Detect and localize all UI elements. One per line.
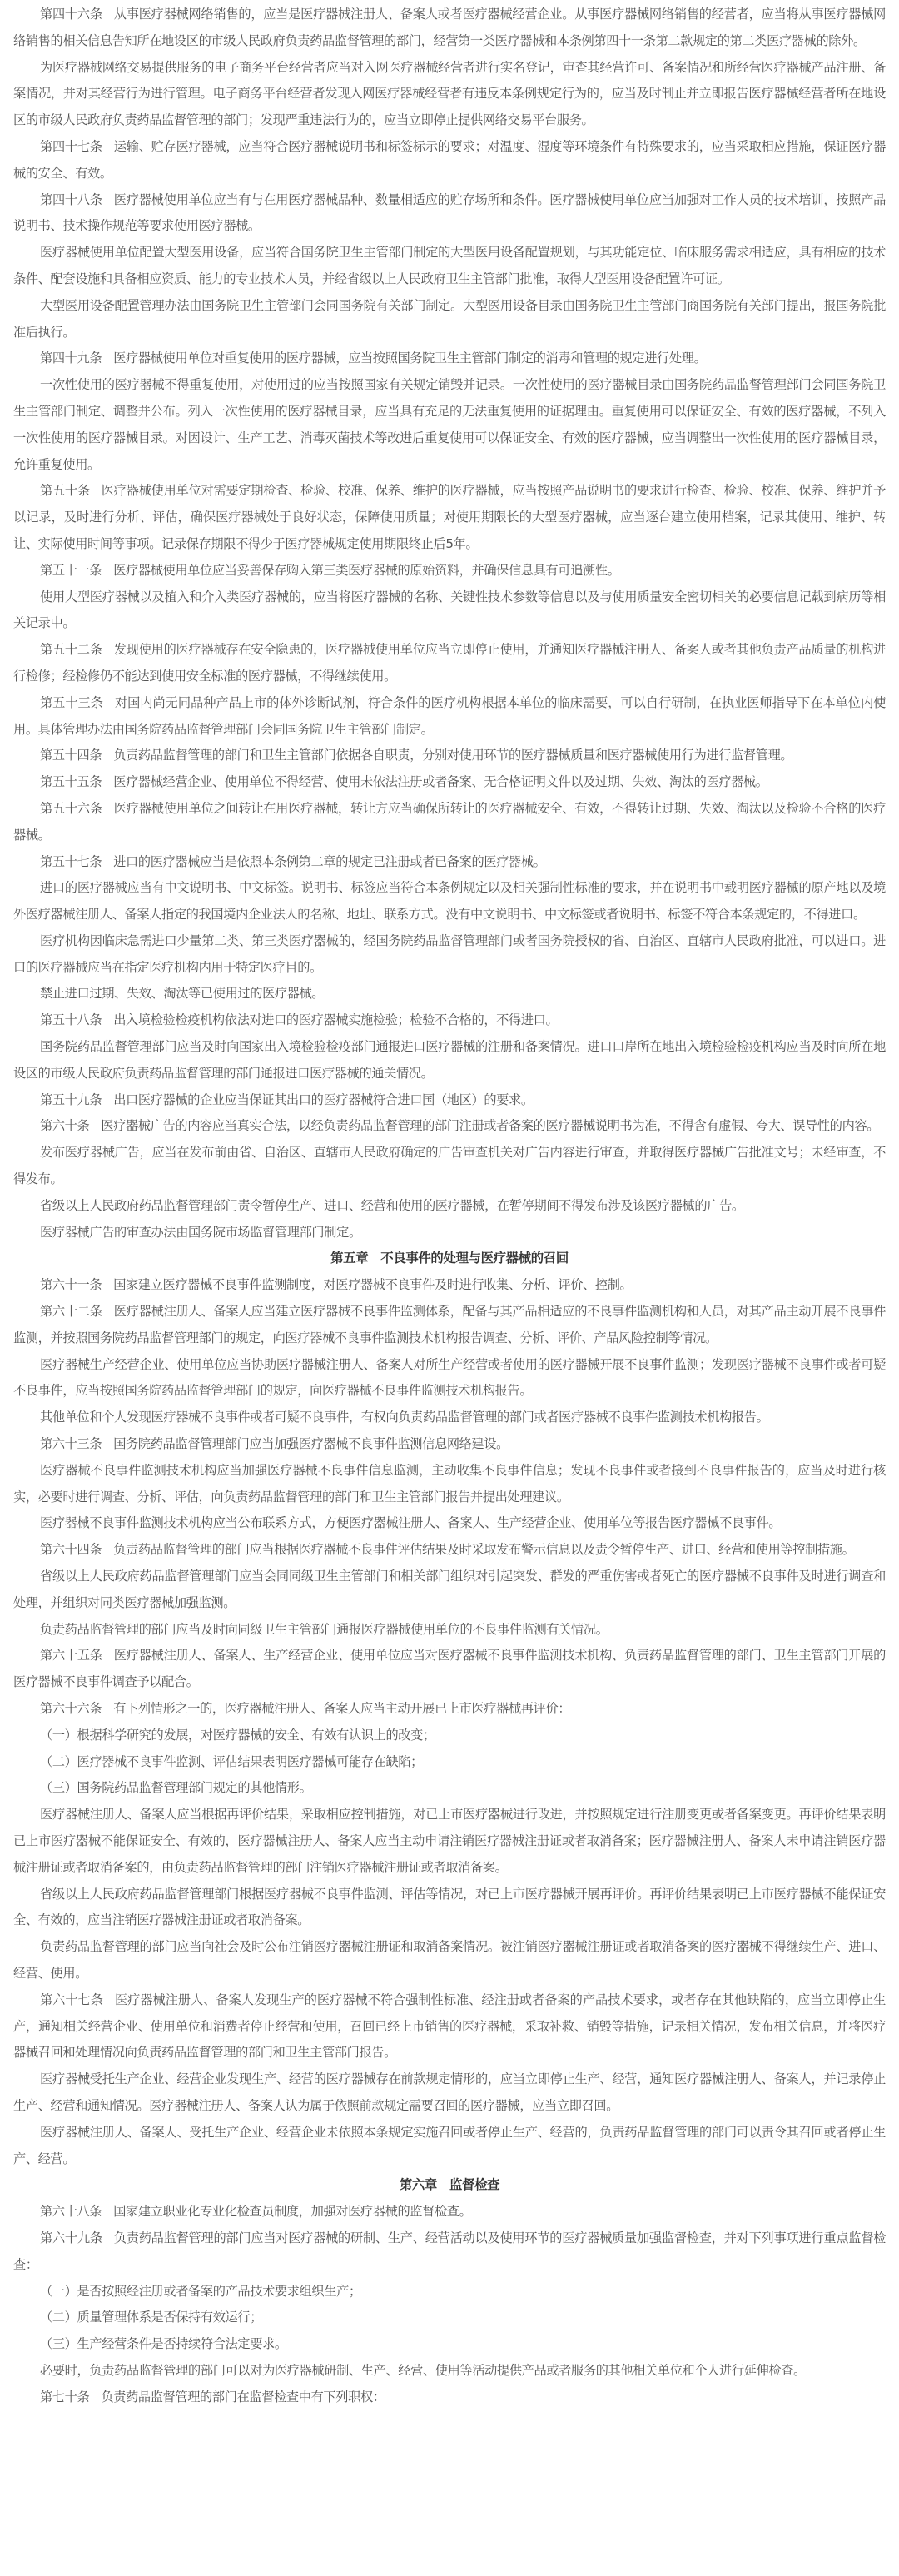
paragraph bbox=[13, 1537, 886, 1564]
paragraph bbox=[13, 1405, 886, 1431]
paragraph bbox=[13, 1643, 886, 1696]
paragraph-text: 国务院药品监督管理部门应当及时向国家出入境检验检疫部门通报进口医疗器械的注册和备案情况。进口口岸所在地出入境检验检疫机构应当及时向所在地设区的市级人民政府负责药品监督管理的部门通报进口医疗器械的通关情况。 bbox=[13, 1039, 886, 1081]
list-item bbox=[13, 1775, 886, 1802]
paragraph-text: 医疗器械使用单位对重复使用的医疗器械，应当按照国务院卫生主管部门制定的消毒和管理的规定进行处理。 bbox=[113, 351, 707, 366]
paragraph-text: 负责药品监督管理的部门应当及时向同级卫生主管部门通报医疗器械使用单位的不良事件监测有关情况。 bbox=[40, 1621, 608, 1637]
list-item bbox=[13, 2331, 886, 2358]
paragraph bbox=[13, 2066, 886, 2120]
paragraph bbox=[13, 769, 886, 796]
paragraph bbox=[13, 1193, 886, 1220]
paragraph-text: 负责药品监督管理的部门应当向社会及时公布注销医疗器械注册证和取消备案情况。被注销医疗器械注册证或者取消备案的医疗器械不得继续生产、进口、经营、使用。 bbox=[13, 1939, 886, 1981]
paragraph bbox=[13, 1140, 886, 1193]
paragraph-text: 医疗器械注册人、备案人应当根据再评价结果，采取相应控制措施，对已上市医疗器械进行改进，并按照规定进行注册变更或者备案变更。再评价结果表明已上市医疗器械不能保证安全、有效的，医疗器械注册人、备案人应当主动申请注销医疗器械注册证或者取消备案；医疗器械注册人、备案人未申请注销医疗器械注册证或者取消备案的，由负责药品监督管理的部门注销医疗器械注册证或者取消备案。 bbox=[13, 1807, 886, 1875]
paragraph-text: 国家建立医疗器械不良事件监测制度，对医疗器械不良事件及时进行收集、分析、评价、控制。 bbox=[113, 1277, 633, 1293]
article-number: 第五十三条 bbox=[40, 694, 103, 710]
article-number: 第六十三条 bbox=[40, 1436, 102, 1452]
paragraph bbox=[13, 875, 886, 928]
paragraph-text: 负责药品监督管理的部门在监督检查中有下列职权： bbox=[101, 2389, 385, 2404]
paragraph-text: 大型医用设备配置管理办法由国务院卫生主管部门会同国务院有关部门制定。大型医用设备目录由国务院卫生主管部门商国务院有关部门提出，报国务院批准后执行。 bbox=[13, 297, 886, 340]
paragraph bbox=[13, 1934, 886, 1987]
paragraph-text: 发布医疗器械广告，应当在发布前由省、自治区、直辖市人民政府确定的广告审查机关对广告内容进行审查，并取得医疗器械广告批准文号；未经审查，不得发布。 bbox=[13, 1145, 886, 1187]
article-number: 第六十九条 bbox=[40, 2230, 102, 2245]
article-number: 第六十条 bbox=[40, 1118, 90, 1134]
paragraph bbox=[13, 240, 886, 293]
paragraph-text: 运输、贮存医疗器械，应当符合医疗器械说明书和标签标示的要求；对温度、湿度等环境条件有特殊要求的，应当采取相应措施，保证医疗器械的安全、有效。 bbox=[13, 138, 886, 181]
paragraph-text: 进口的医疗器械应当有中文说明书、中文标签。说明书、标签应当符合本条例规定以及相关强制性标准的要求，并在说明书中载明医疗器械的原产地以及境外医疗器械注册人、备案人指定的我国境内企业法人的名称、地址、联系方式。没有中文说明书、中文标签或者说明书、标签不符合本条规定的，不得进口。 bbox=[13, 880, 886, 922]
paragraph bbox=[13, 346, 886, 372]
paragraph-text: 医疗器械注册人、备案人发现生产的医疗器械不符合强制性标准、经注册或者备案的产品技术要求，或者存在其他缺陷的，应当立即停止生产，通知相关经营企业、使用单位和消费者停止经营和使用，召回已经上市销售的医疗器械，采取补救、销毁等措施，记录相关情况，发布相关信息，并将医疗器械召回和处理情况向负责药品监督管理的部门和卫生主管部门报告。 bbox=[13, 1992, 886, 2061]
paragraph bbox=[13, 1431, 886, 1458]
article-number: 第六十六条 bbox=[40, 1701, 102, 1716]
paragraph-text: 国务院药品监督管理部门应当加强医疗器械不良事件监测信息网络建设。 bbox=[113, 1436, 509, 1452]
paragraph bbox=[13, 1352, 886, 1405]
paragraph bbox=[13, 849, 886, 876]
paragraph-text: 一次性使用的医疗器械不得重复使用，对使用过的应当按照国家有关规定销毁并记录。一次性使用的医疗器械目录由国务院药品监督管理部门会同国务院卫生主管部门制定、调整并公布。列入一次性使用的医疗器械目录，应当具有充足的无法重复使用的证据理由。重复使用可以保证安全、有效的医疗器械，不列入一次性使用的医疗器械目录。对因设计、生产工艺、消毒灭菌技术等改进后重复使用可以保证安全、有效的医疗器械，应当调整出一次性使用的医疗器械目录，允许重复使用。 bbox=[13, 377, 886, 472]
paragraph-text: 医疗器械使用单位应当妥善保存购入第三类医疗器械的原始资料，并确保信息具有可追溯性。 bbox=[113, 562, 620, 578]
paragraph-text: 必要时，负责药品监督管理的部门可以对为医疗器械研制、生产、经营、使用等活动提供产品或者服务的其他相关单位和个人进行延伸检查。 bbox=[40, 2362, 806, 2378]
article-number: 第五十八条 bbox=[40, 1012, 102, 1028]
paragraph-text: 医疗器械注册人、备案人应当建立医疗器械不良事件监测体系，配备与其产品相适应的不良事件监测机构和人员，对其产品主动开展不良事件监测，并按照国务院药品监督管理部门的规定，向医疗器械不良事件监测技术机构报告调查、分析、评价、产品风险控制等情况。 bbox=[13, 1304, 886, 1345]
paragraph bbox=[13, 1087, 886, 1114]
paragraph bbox=[13, 637, 886, 690]
paragraph-text: 其他单位和个人发现医疗器械不良事件或者可疑不良事件，有权向负责药品监督管理的部门或者医疗器械不良事件监测技术机构报告。 bbox=[40, 1410, 769, 1425]
paragraph-text: 医疗器械生产经营企业、使用单位应当协助医疗器械注册人、备案人对所生产经营或者使用的医疗器械开展不良事件监测；发现医疗器械不良事件或者可疑不良事件，应当按照国务院药品监督管理部门的规定，向医疗器械不良事件监测技术机构报告。 bbox=[13, 1356, 886, 1399]
paragraph bbox=[13, 2199, 886, 2225]
paragraph-text: 医疗器械广告的审查办法由国务院市场监督管理部门制定。 bbox=[40, 1224, 361, 1240]
paragraph bbox=[13, 2225, 886, 2279]
paragraph bbox=[13, 1220, 886, 1246]
paragraph bbox=[13, 478, 886, 557]
paragraph-text: （一）是否按照经注册或者备案的产品技术要求组织生产； bbox=[40, 2283, 361, 2299]
paragraph-text: 从事医疗器械网络销售的，应当是医疗器械注册人、备案人或者医疗器械经营企业。从事医疗器械网络销售的经营者，应当将从事医疗器械网络销售的相关信息告知所在地设区的市级人民政府负责药品监督管理的部门，经营第一类医疗器械和本条例第四十一条第二款规定的第二类医疗器械的除外。 bbox=[13, 7, 886, 48]
paragraph bbox=[13, 293, 886, 346]
paragraph-text: 使用大型医疗器械以及植入和介入类医疗器械的，应当将医疗器械的名称、关键性技术参数等信息以及与使用质量安全密切相关的必要信息记载到病历等相关记录中。 bbox=[13, 589, 886, 631]
paragraph bbox=[13, 1696, 886, 1723]
paragraph-text: 医疗机构因临床急需进口少量第二类、第三类医疗器械的，经国务院药品监督管理部门或者国务院授权的省、自治区、直辖市人民政府批准，可以进口。进口的医疗器械应当在指定医疗机构内用于特定医疗目的。 bbox=[13, 932, 886, 975]
article-number: 第五十一条 bbox=[40, 562, 102, 578]
paragraph bbox=[13, 2358, 886, 2385]
paragraph bbox=[13, 558, 886, 584]
paragraph-text: 医疗器械使用单位对需要定期检查、检验、校准、保养、维护的医疗器械，应当按照产品说明书的要求进行检查、检验、校准、保养、维护并予以记录，及时进行分析、评估，确保医疗器械处于良好状态，保障使用质量；对使用期限长的大型医疗器械，应当逐台建立使用档案，记录其使用、维护、转让、实际使用时间等事项。记录保存期限不得少于医疗器械规定使用期限终止后5年。 bbox=[13, 483, 886, 551]
paragraph bbox=[13, 55, 886, 134]
paragraph-text: 对国内尚无同品种产品上市的体外诊断试剂，符合条件的医疗机构根据本单位的临床需要，可以自行研制，在执业医师指导下在本单位内使用。具体管理办法由国务院药品监督管理部门会同国务院卫生主管部门制定。 bbox=[13, 694, 886, 737]
paragraph-text: （二）质量管理体系是否保持有效运行； bbox=[40, 2310, 263, 2325]
article-number: 第五十四条 bbox=[40, 748, 102, 763]
paragraph bbox=[13, 2120, 886, 2173]
article-number: 第七十条 bbox=[40, 2389, 90, 2404]
list-item bbox=[13, 1723, 886, 1749]
paragraph bbox=[13, 2, 886, 55]
paragraph-text: 出口医疗器械的企业应当保证其出口的医疗器械符合进口国（地区）的要求。 bbox=[113, 1092, 534, 1107]
paragraph bbox=[13, 1564, 886, 1617]
article-number: 第六十二条 bbox=[40, 1304, 102, 1320]
list-item bbox=[13, 1749, 886, 1776]
paragraph bbox=[13, 187, 886, 241]
article-number: 第五十五条 bbox=[40, 774, 102, 790]
paragraph bbox=[13, 796, 886, 849]
paragraph bbox=[13, 1882, 886, 1935]
article-number: 第五十二条 bbox=[40, 642, 102, 658]
paragraph bbox=[13, 690, 886, 743]
article-number: 第四十八条 bbox=[40, 191, 102, 207]
paragraph-text: 医疗器械使用单位配置大型医用设备，应当符合国务院卫生主管部门制定的大型医用设备配置规划，与其功能定位、临床服务需求相适应，具有相应的技术条件、配套设施和具备相应资质、能力的专业技术人员，并经省级以上人民政府卫生主管部门批准，取得大型医用设备配置许可证。 bbox=[13, 245, 886, 286]
paragraph-text: 发现使用的医疗器械存在安全隐患的，医疗器械使用单位应当立即停止使用，并通知医疗器械注册人、备案人或者其他负责产品质量的机构进行检修；经检修仍不能达到使用安全标准的医疗器械，不得继续使用。 bbox=[13, 642, 886, 684]
paragraph bbox=[13, 1007, 886, 1034]
paragraph bbox=[13, 1034, 886, 1087]
paragraph bbox=[13, 1272, 886, 1299]
paragraph-text: 负责药品监督管理的部门应当对医疗器械的研制、生产、经营活动以及使用环节的医疗器械质量加强监督检查，并对下列事项进行重点监督检查： bbox=[13, 2230, 886, 2272]
paragraph-text: 医疗器械受托生产企业、经营企业发现生产、经营的医疗器械存在前款规定情形的，应当立即停止生产、经营，通知医疗器械注册人、备案人，并记录停止生产、经营和通知情况。医疗器械注册人、备案人认为属于依照前款规定需要召回的医疗器械，应当立即召回。 bbox=[13, 2071, 886, 2113]
paragraph-text: 医疗器械不良事件监测技术机构应当加强医疗器械不良事件信息监测，主动收集不良事件信息；发现不良事件或者接到不良事件报告的，应当及时进行核实，必要时进行调查、分析、评估，向负责药品监督管理的部门和卫生主管部门报告并提出处理建议。 bbox=[13, 1462, 886, 1504]
paragraph-text: 有下列情形之一的，医疗器械注册人、备案人应当主动开展已上市医疗器械再评价： bbox=[113, 1701, 571, 1716]
paragraph bbox=[13, 1113, 886, 1140]
article-number: 第四十七条 bbox=[40, 138, 102, 154]
paragraph-text: （三）国务院药品监督管理部门规定的其他情形。 bbox=[40, 1780, 312, 1796]
paragraph bbox=[13, 928, 886, 982]
article-number: 第六十五条 bbox=[40, 1648, 102, 1663]
paragraph bbox=[13, 1510, 886, 1537]
paragraph bbox=[13, 743, 886, 769]
paragraph-text: 省级以上人民政府药品监督管理部门应当会同同级卫生主管部门和相关部门组织对引起突发、群发的严重伤害或者死亡的医疗器械不良事件及时进行调查和处理，并组织对同类医疗器械加强监测。 bbox=[13, 1569, 886, 1610]
paragraph bbox=[13, 2385, 886, 2411]
paragraph-text: 国家建立职业化专业化检查员制度，加强对医疗器械的监督检查。 bbox=[113, 2204, 472, 2220]
article-number: 第六十一条 bbox=[40, 1277, 102, 1293]
paragraph-text: 出入境检验检疫机构依法对进口的医疗器械实施检验；检验不合格的，不得进口。 bbox=[113, 1012, 559, 1028]
paragraph-text: 进口的医疗器械应当是依照本条例第二章的规定已注册或者已备案的医疗器械。 bbox=[113, 853, 546, 869]
paragraph bbox=[13, 1617, 886, 1644]
paragraph bbox=[13, 981, 886, 1007]
list-item bbox=[13, 2279, 886, 2305]
paragraph-text: （一）根据科学研究的发展，对医疗器械的安全、有效有认识上的改变； bbox=[40, 1727, 435, 1743]
paragraph bbox=[13, 1299, 886, 1352]
paragraph bbox=[13, 134, 886, 187]
paragraph bbox=[13, 372, 886, 478]
paragraph-text: 医疗器械不良事件监测技术机构应当公布联系方式，方便医疗器械注册人、备案人、生产经营企业、使用单位等报告医疗器械不良事件。 bbox=[40, 1515, 782, 1531]
paragraph bbox=[13, 1987, 886, 2066]
paragraph-text: 医疗器械经营企业、使用单位不得经营、使用未依法注册或者备案、无合格证明文件以及过期、失效、淘汰的医疗器械。 bbox=[113, 774, 768, 790]
paragraph-text: （二）医疗器械不良事件监测、评估结果表明医疗器械可能存在缺陷； bbox=[40, 1753, 423, 1769]
paragraph-text: 负责药品监督管理的部门应当根据医疗器械不良事件评估结果及时采取发布警示信息以及责令暂停生产、进口、经营和使用等控制措施。 bbox=[113, 1542, 855, 1558]
paragraph-text: 省级以上人民政府药品监督管理部门根据医疗器械不良事件监测、评估等情况，对已上市医疗器械开展再评价。再评价结果表明已上市医疗器械不能保证安全、有效的，应当注销医疗器械注册证或者取消备案。 bbox=[13, 1886, 886, 1928]
paragraph-text: 医疗器械注册人、备案人、受托生产企业、经营企业未依照本条规定实施召回或者停止生产、经营的，负责药品监督管理的部门可以责令其召回或者停止生产、经营。 bbox=[13, 2124, 886, 2166]
article-number: 第五十七条 bbox=[40, 853, 102, 869]
paragraph-text: 医疗器械注册人、备案人、生产经营企业、使用单位应当对医疗器械不良事件监测技术机构、负责药品监督管理的部门、卫生主管部门开展的医疗器械不良事件调查予以配合。 bbox=[13, 1648, 886, 1690]
article-number: 第五十九条 bbox=[40, 1092, 102, 1107]
paragraph-text: 禁止进口过期、失效、淘汰等已使用过的医疗器械。 bbox=[40, 986, 325, 1002]
article-number: 第四十九条 bbox=[40, 351, 102, 366]
paragraph-text: 医疗器械使用单位应当有与在用医疗器械品种、数量相适应的贮存场所和条件。医疗器械使用单位应当加强对工作人员的技术培训，按照产品说明书、技术操作规范等要求使用医疗器械。 bbox=[13, 191, 886, 234]
article-number: 第五十条 bbox=[40, 483, 90, 499]
paragraph-text: 医疗器械使用单位之间转让在用医疗器械，转让方应当确保所转让的医疗器械安全、有效，不得转让过期、失效、淘汰以及检验不合格的医疗器械。 bbox=[13, 800, 886, 843]
paragraph-text: 省级以上人民政府药品监督管理部门责令暂停生产、进口、经营和使用的医疗器械，在暂停期间不得发布涉及该医疗器械的广告。 bbox=[40, 1197, 744, 1213]
chapter-heading: 第六章 监督检查 bbox=[399, 2177, 500, 2193]
article-number: 第六十七条 bbox=[40, 1992, 103, 2007]
chapter-heading: 第五章 不良事件的处理与医疗器械的召回 bbox=[330, 1251, 569, 1266]
paragraph-text: 负责药品监督管理的部门和卫生主管部门依据各自职责，分别对使用环节的医疗器械质量和医疗器械使用行为进行监督管理。 bbox=[113, 748, 793, 763]
list-item bbox=[13, 2305, 886, 2331]
article-number: 第六十八条 bbox=[40, 2204, 102, 2220]
paragraph-text: （三）生产经营条件是否持续符合法定要求。 bbox=[40, 2336, 287, 2352]
paragraph bbox=[13, 1458, 886, 1511]
paragraph bbox=[13, 1802, 886, 1881]
paragraph-text: 为医疗器械网络交易提供服务的电子商务平台经营者应当对入网医疗器械经营者进行实名登记，审查其经营许可、备案情况和所经营医疗器械产品注册、备案情况，并对其经营行为进行管理。电子商务平台经营者发现入网医疗器械经营者有违反本条例规定行为的，应当及时制止并立即报告医疗器械经营者所在地设区的市级人民政府负责药品监督管理的部门；发现严重违法行为的，应当立即停止提供网络交易平台服务。 bbox=[13, 59, 886, 128]
article-number: 第四十六条 bbox=[40, 7, 102, 22]
article-number: 第五十六条 bbox=[40, 800, 102, 816]
paragraph bbox=[13, 584, 886, 638]
paragraph-text: 医疗器械广告的内容应当真实合法，以经负责药品监督管理的部门注册或者备案的医疗器械说明书为准，不得含有虚假、夸大、误导性的内容。 bbox=[101, 1118, 880, 1134]
article-number: 第六十四条 bbox=[40, 1542, 102, 1558]
